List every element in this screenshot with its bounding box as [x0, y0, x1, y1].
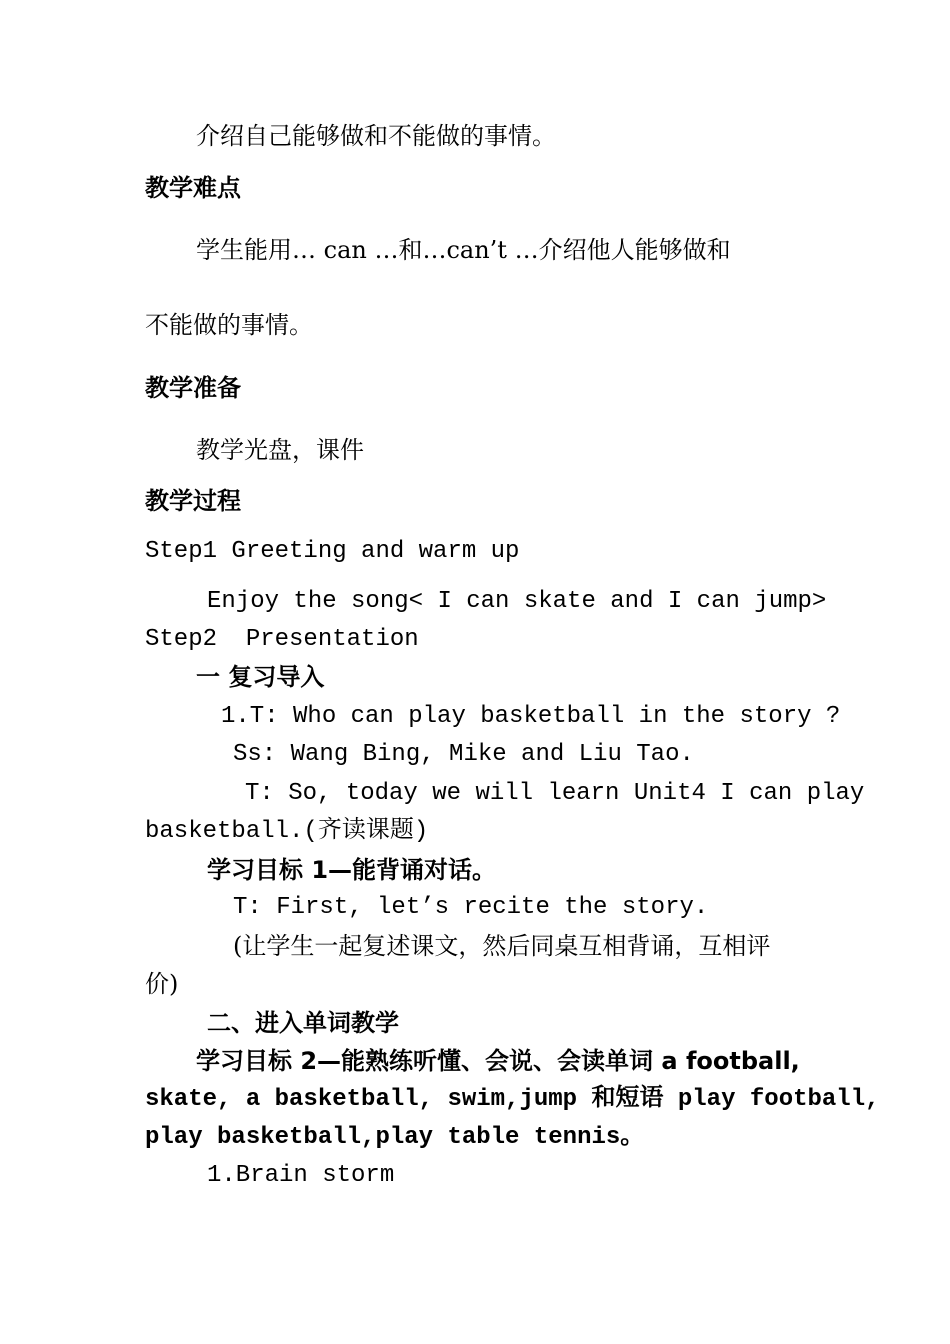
- objective-2-continued: skate, a basketball, swim,jump 和短语 play football,: [145, 1086, 880, 1113]
- objective-1: 学习目标 1—能背诵对话。: [207, 856, 497, 884]
- dialogue-line-1: 1.T: Who can play basketball in the story ?: [221, 703, 841, 730]
- recite-note: (让学生一起复述课文，然后同桌互相背诵，互相评: [233, 932, 771, 960]
- recite-instruction: T: First, let’s recite the story.: [233, 894, 709, 921]
- objective-2-continued-2: play basketball,play table tennis。: [145, 1124, 645, 1151]
- section-heading-preparation: 教学准备: [145, 374, 241, 402]
- dialogue-line-3-continued: basketball.(齐读课题): [145, 818, 429, 845]
- objective-2: 学习目标 2—能熟练听懂、会说、会读单词 a football,: [196, 1047, 800, 1075]
- dialogue-line-3: T: So, today we will learn Unit4 I can play: [245, 780, 865, 807]
- recite-note-continued: 价): [145, 970, 179, 998]
- subsection-review: 一 复习导入: [196, 663, 325, 691]
- section-heading-process: 教学过程: [145, 487, 241, 515]
- brain-storm-item: 1.Brain storm: [207, 1162, 395, 1189]
- section-heading-difficulty: 教学难点: [145, 174, 241, 202]
- difficulty-text: 学生能用… can …和…can’t …介绍他人能够做和: [196, 236, 731, 264]
- step1-song: Enjoy the song< I can skate and I can jump>: [207, 588, 827, 615]
- subsection-vocabulary: 二、进入单词教学: [207, 1009, 399, 1037]
- step1-heading: Step1 Greeting and warm up: [145, 538, 520, 565]
- step2-heading: Step2 Presentation: [145, 626, 419, 653]
- preparation-text: 教学光盘，课件: [196, 436, 364, 464]
- difficulty-text-continued: 不能做的事情。: [145, 311, 313, 339]
- intro-text: 介绍自己能够做和不能做的事情。: [196, 122, 556, 150]
- dialogue-line-2: Ss: Wang Bing, Mike and Liu Tao.: [233, 741, 694, 768]
